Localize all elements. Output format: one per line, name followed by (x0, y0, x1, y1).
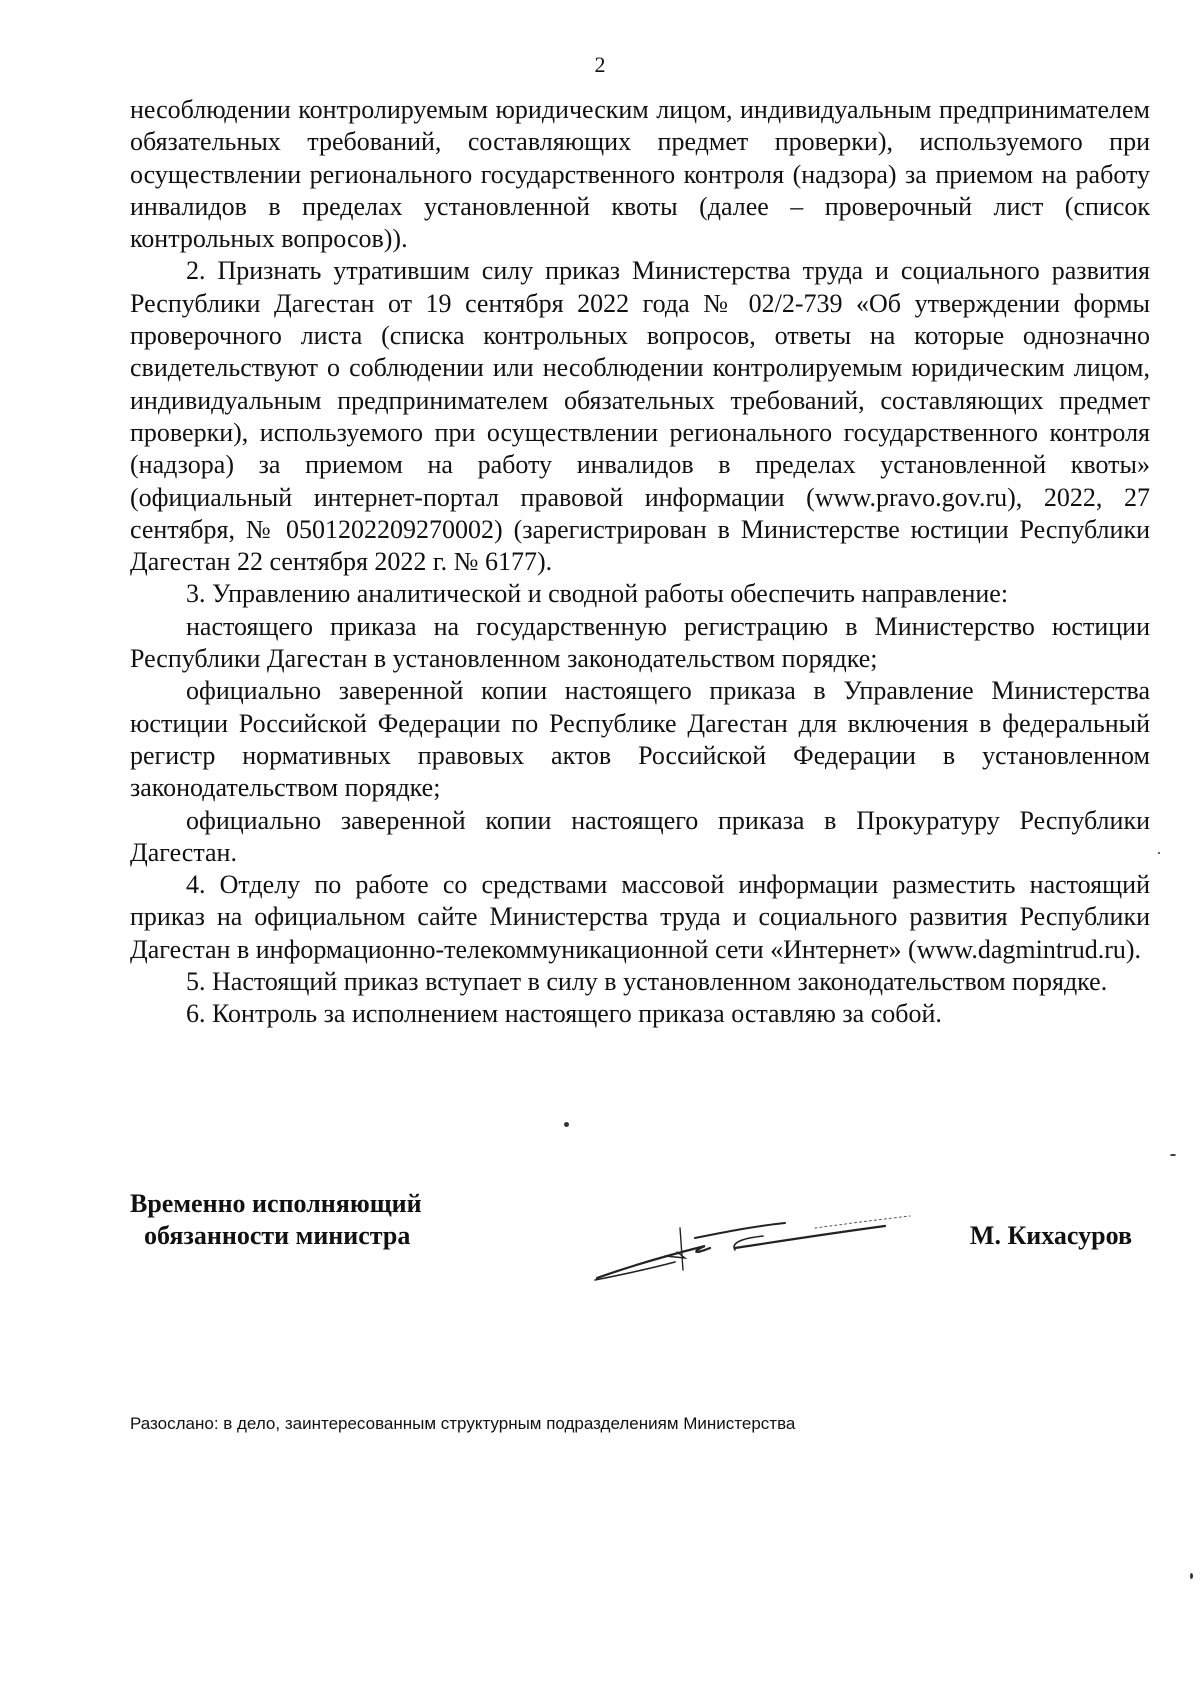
handwritten-signature (585, 1190, 915, 1290)
signatory-name: М. Кихасуров (969, 1221, 1132, 1250)
scan-speck (1170, 1154, 1176, 1156)
scan-speck (1158, 852, 1160, 854)
scan-speck (1190, 1573, 1193, 1579)
paragraph: 4. Отделу по работе со средствами массовой информации разместить настоящий приказ на официальном сайте Министерства труда и социального развития Республики Дагестан в информационно-телекоммуникационной сети «Интернет» (www.dagmintrud.ru). (130, 870, 1150, 964)
paragraph: официально заверенной копии настоящего приказа в Прокуратуру Республики Дагестан. (130, 805, 1150, 867)
page-number: 2 (594, 52, 606, 77)
paragraph: 6. Контроль за исполнением настоящего приказа оставляю за собой. (186, 999, 942, 1029)
document-body (130, 94, 1150, 1031)
signatory-title-line: Временно исполняющий (130, 1189, 422, 1218)
distribution-note: Разослано: в дело, заинтересованным структурным подразделениям Министерства (130, 1414, 796, 1433)
paragraph: 3. Управлению аналитической и сводной работы обеспечить направление: (186, 579, 1009, 609)
paragraph: официально заверенной копии настоящего приказа в Управление Министерства юстиции Российской Федерации по Республике Дагестан для включения в федеральный регистр нормативных правовых актов Российской Федерации в установленном законодательством порядке; (130, 676, 1150, 803)
paragraph: 2. Признать утратившим силу приказ Министерства труда и социального развития Республики Дагестан от 19 сентября 2022 года № 02/2-739 «Об утверждении формы проверочного листа (списка контрольных вопросов, ответы на которые однозначно свидетельствуют о соблюдении или несоблюдении контролируемым юридическим лицом, индивидуальным предпринимателем обязательных требований, составляющих предмет проверки), используемого при осуществлении регионального государственного контроля (надзора) за приемом на работу инвалидов в пределах установленной квоты» (официальный интернет-портал правовой информации (www.pravo.gov.ru), 2022, 27 сентября, № 0501202209270002) (зарегистрирован в Министерстве юстиции Республики Дагестан 22 сентября 2022 г. № 6177). (130, 256, 1150, 577)
paragraph: несоблюдении контролируемым юридическим лицом, индивидуальным предпринимателем обязательных требований, составляющих предмет проверки), используемого при осуществлении регионального государственного контроля (надзора) за приемом на работу инвалидов в пределах установленной квоты (далее – проверочный лист (список контрольных вопросов)). (130, 95, 1150, 254)
signatory-title-line: обязанности министра (144, 1221, 411, 1250)
paragraph: 5. Настоящий приказ вступает в силу в установленном законодательством порядке. (186, 967, 1108, 997)
scan-speck (564, 1122, 569, 1127)
signatory-title (130, 1188, 422, 1252)
paragraph: настоящего приказа на государственную регистрацию в Министерство юстиции Республики Дагестан в установленном законодательством порядке; (130, 611, 1150, 674)
